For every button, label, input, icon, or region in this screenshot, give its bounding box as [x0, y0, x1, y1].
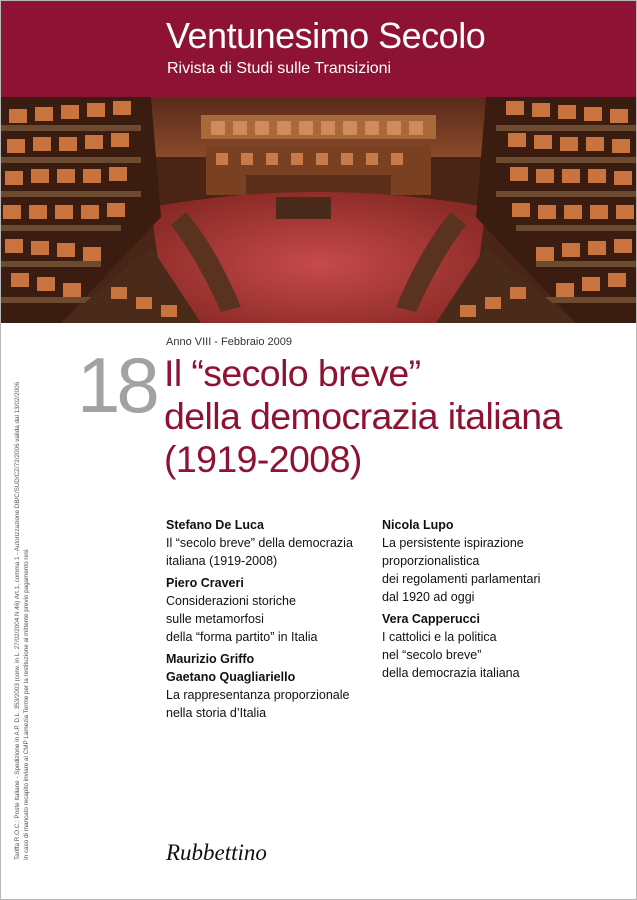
- postal-notice: [14, 300, 31, 860]
- publisher-logo: Rubbettino: [166, 840, 267, 865]
- issue-number: 18: [77, 341, 156, 429]
- article-entry: [382, 610, 612, 682]
- contents-right-column: [382, 516, 612, 686]
- parliament-chamber-photo: [1, 97, 636, 323]
- postal-notice-line: In caso di mancato recapito inviare al CMP Lamezia Terme per la restituzione al mittente previo pagamento resi: [22, 549, 30, 860]
- cover-header: [1, 1, 636, 97]
- article-title-line: della democrazia italiana: [382, 666, 520, 680]
- article-entry: [166, 516, 376, 570]
- journal-subtitle: Rivista di Studi sulle Transizioni: [167, 60, 392, 77]
- issue-title-line: della democrazia italiana: [164, 395, 562, 437]
- article-title-line: I cattolici e la politica: [382, 630, 497, 644]
- article-entry: [382, 516, 612, 606]
- article-title-line: Il “secolo breve” della democrazia: [166, 536, 353, 550]
- article-title-line: sulle metamorfosi: [166, 612, 264, 626]
- article-title-line: proporzionalistica: [382, 554, 480, 568]
- article-entry: [166, 650, 376, 722]
- article-title-line: dei regolamenti parlamentari: [382, 572, 541, 586]
- article-title-line: La rappresentanza proporzionale: [166, 688, 350, 702]
- article-author: Nicola Lupo: [382, 518, 454, 532]
- article-title-line: nel “secolo breve”: [382, 648, 482, 662]
- journal-title: Ventunesimo Secolo: [166, 15, 486, 56]
- article-author: Stefano De Luca: [166, 518, 264, 532]
- article-author: Vera Capperucci: [382, 612, 480, 626]
- article-entry: [166, 574, 376, 646]
- article-title-line: La persistente ispirazione: [382, 536, 524, 550]
- article-title-line: Considerazioni storiche: [166, 594, 296, 608]
- issue-title: [164, 352, 562, 481]
- article-title-line: della “forma partito” in Italia: [166, 630, 318, 644]
- postal-notice-line: Tariffa R.O.C.: Poste Italiane - Spedizione in A.P. D.L. 353/2003 (conv. in L. 27/02/2004 N.46) Art.1, comma 1 - Autorizzazione DB/C/SUD/CZ/72/2006 valida dal 13/02/2006: [14, 381, 21, 860]
- issue-date: Anno VIII - Febbraio 2009: [166, 336, 292, 348]
- article-title-line: dal 1920 ad oggi: [382, 590, 475, 604]
- article-title-line: nella storia d’Italia: [166, 706, 267, 720]
- issue-title-line: Il “secolo breve”: [164, 352, 421, 394]
- article-author: Maurizio Griffo: [166, 652, 255, 666]
- parliament-chamber-illustration: [1, 97, 636, 323]
- article-author: Gaetano Quagliariello: [166, 670, 296, 684]
- article-author: Piero Craveri: [166, 576, 244, 590]
- contents-left-column: [166, 516, 376, 726]
- issue-title-line: (1919-2008): [164, 438, 362, 480]
- article-title-line: italiana (1919-2008): [166, 554, 278, 568]
